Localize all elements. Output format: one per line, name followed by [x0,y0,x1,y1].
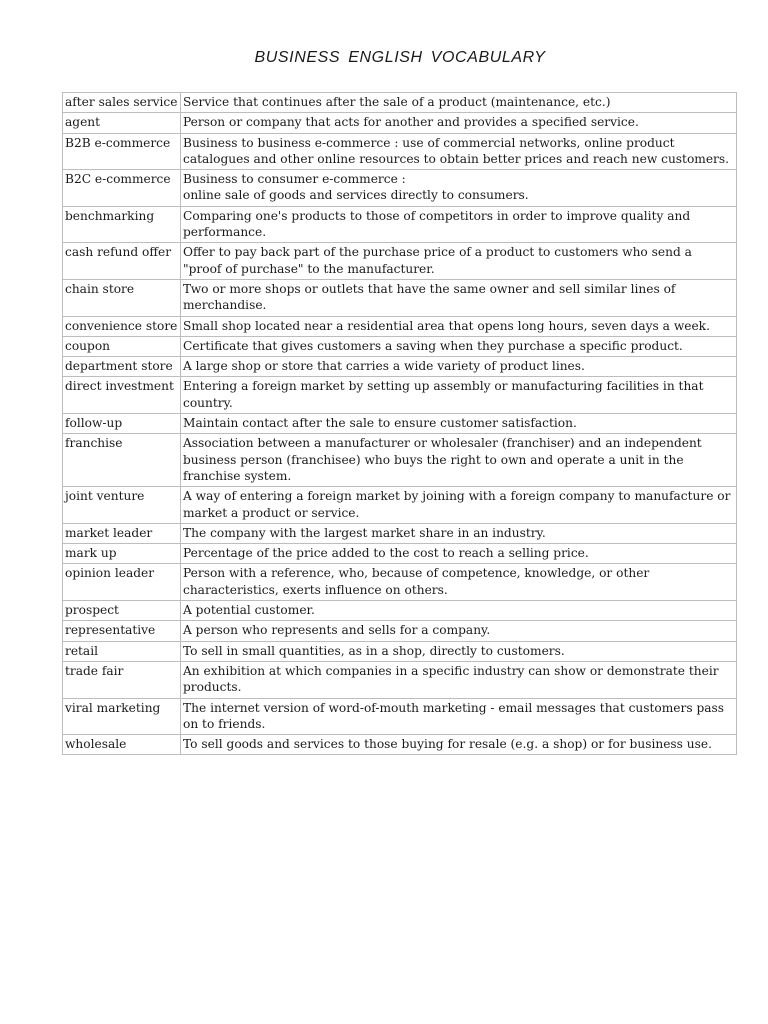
term-cell: mark up [63,544,181,564]
definition-cell: Person or company that acts for another and provides a specified service. [181,113,737,133]
table-row [63,735,737,755]
table-row [63,698,737,735]
table-row [63,414,737,434]
definition-cell: Service that continues after the sale of a product (maintenance, etc.) [181,93,737,113]
definition-cell: Small shop located near a residential area that opens long hours, seven days a week. [181,316,737,336]
term-cell: direct investment [63,377,181,414]
term-cell: after sales service [63,93,181,113]
table-row [63,377,737,414]
term-cell: prospect [63,601,181,621]
term-cell: B2C e-commerce [63,170,181,207]
table-row [63,336,737,356]
term-cell: chain store [63,279,181,316]
definition-cell: The company with the largest market share in an industry. [181,523,737,543]
definition-cell: Business to business e-commerce : use of commercial networks, online product catalogues and other online resources to obtain better prices and reach new customers. [181,133,737,170]
term-cell: follow-up [63,414,181,434]
definition-cell: Business to consumer e-commerce : online sale of goods and services directly to consumers. [181,170,737,207]
table-row [63,170,737,207]
definition-cell: A potential customer. [181,601,737,621]
table-row [63,434,737,487]
term-cell: department store [63,357,181,377]
definition-cell: Two or more shops or outlets that have the same owner and sell similar lines of merchandise. [181,279,737,316]
definition-cell: A way of entering a foreign market by joining with a foreign company to manufacture or market a product or service. [181,487,737,524]
term-cell: market leader [63,523,181,543]
definition-cell: An exhibition at which companies in a specific industry can show or demonstrate their products. [181,661,737,698]
table-row [63,133,737,170]
definition-cell: Association between a manufacturer or wholesaler (franchiser) and an independent business person (franchisee) who buys the right to own and operate a unit in the franchise system. [181,434,737,487]
table-row [63,601,737,621]
table-row [63,621,737,641]
term-cell: trade fair [63,661,181,698]
term-cell: retail [63,641,181,661]
definition-cell: Percentage of the price added to the cost to reach a selling price. [181,544,737,564]
table-row [63,93,737,113]
definition-cell: Certificate that gives customers a saving when they purchase a specific product. [181,336,737,356]
table-row [63,661,737,698]
definition-cell: A large shop or store that carries a wide variety of product lines. [181,357,737,377]
term-cell: B2B e-commerce [63,133,181,170]
definition-cell: A person who represents and sells for a company. [181,621,737,641]
table-row [63,564,737,601]
term-cell: joint venture [63,487,181,524]
vocabulary-table [62,92,737,755]
table-row [63,243,737,280]
term-cell: agent [63,113,181,133]
table-row [63,523,737,543]
term-cell: opinion leader [63,564,181,601]
definition-cell: Offer to pay back part of the purchase price of a product to customers who send a "proof of purchase" to the manufacturer. [181,243,737,280]
term-cell: cash refund offer [63,243,181,280]
definition-cell: The internet version of word-of-mouth marketing - email messages that customers pass on to friends. [181,698,737,735]
term-cell: coupon [63,336,181,356]
definition-cell: To sell in small quantities, as in a shop, directly to customers. [181,641,737,661]
table-row [63,316,737,336]
definition-cell: Comparing one's products to those of competitors in order to improve quality and performance. [181,206,737,243]
definition-cell: Entering a foreign market by setting up assembly or manufacturing facilities in that country. [181,377,737,414]
table-row [63,113,737,133]
term-cell: wholesale [63,735,181,755]
definition-cell: Person with a reference, who, because of competence, knowledge, or other characteristics, exerts influence on others. [181,564,737,601]
term-cell: representative [63,621,181,641]
term-cell: convenience store [63,316,181,336]
table-row [63,544,737,564]
definition-cell: To sell goods and services to those buying for resale (e.g. a shop) or for business use. [181,735,737,755]
table-row [63,279,737,316]
term-cell: viral marketing [63,698,181,735]
table-row [63,357,737,377]
table-row [63,206,737,243]
term-cell: benchmarking [63,206,181,243]
definition-cell: Maintain contact after the sale to ensure customer satisfaction. [181,414,737,434]
table-row [63,641,737,661]
term-cell: franchise [63,434,181,487]
table-row [63,487,737,524]
vocabulary-table-body [63,93,737,755]
page-title: BUSINESS ENGLISH VOCABULARY [254,49,546,66]
